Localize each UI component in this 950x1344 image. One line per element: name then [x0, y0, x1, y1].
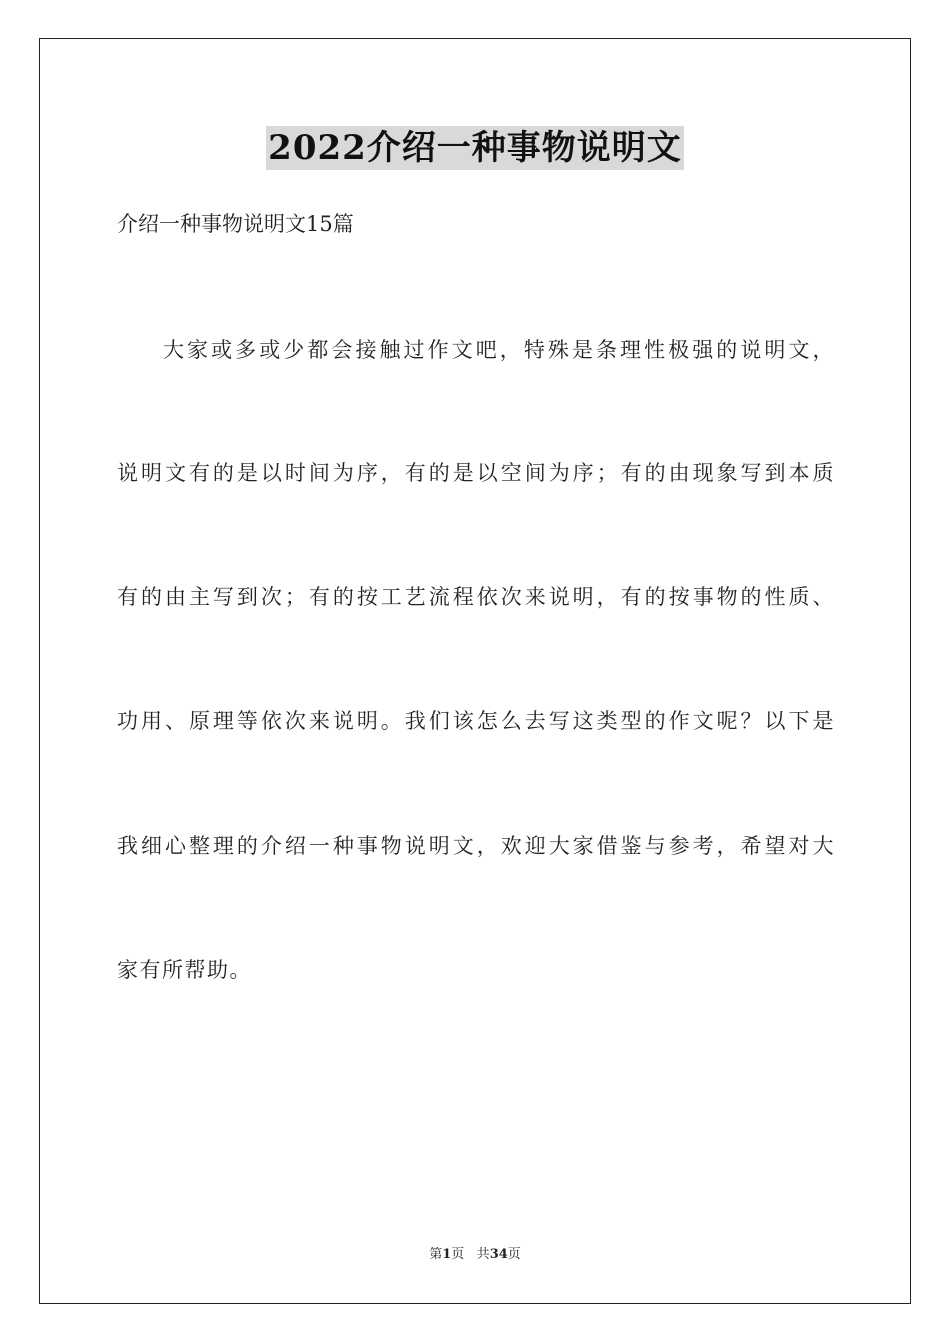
document-title: 2022介绍一种事物说明文 — [268, 128, 682, 168]
footer-total-pages: 34 — [489, 1247, 508, 1262]
paragraph-line-3: 有的由主写到次；有的按工艺流程依次来说明，有的按事物的性质、 — [117, 585, 835, 609]
document-subtitle: 介绍一种事物说明文15篇 — [117, 212, 354, 236]
footer-page-number: 1 — [442, 1247, 452, 1262]
paragraph-line-4: 功用、原理等依次来说明。我们该怎么去写这类型的作文呢？以下是 — [117, 709, 835, 733]
footer-page-suffix: 页 — [451, 1247, 465, 1262]
page-footer — [0, 1246, 950, 1264]
footer-page-prefix: 第 — [429, 1247, 443, 1262]
paragraph-line-6: 家有所帮助。 — [117, 958, 252, 982]
footer-total-suffix: 页 — [507, 1247, 521, 1262]
paragraph-line-2: 说明文有的是以时间为序，有的是以空间为序；有的由现象写到本质 — [117, 461, 835, 485]
paragraph-line-1: 大家或多或少都会接触过作文吧，特殊是条理性极强的说明文， — [163, 338, 835, 362]
footer-total-prefix: 共 — [476, 1247, 490, 1262]
title-container — [0, 126, 950, 170]
paragraph-line-5: 我细心整理的介绍一种事物说明文，欢迎大家借鉴与参考，希望对大 — [117, 834, 835, 858]
